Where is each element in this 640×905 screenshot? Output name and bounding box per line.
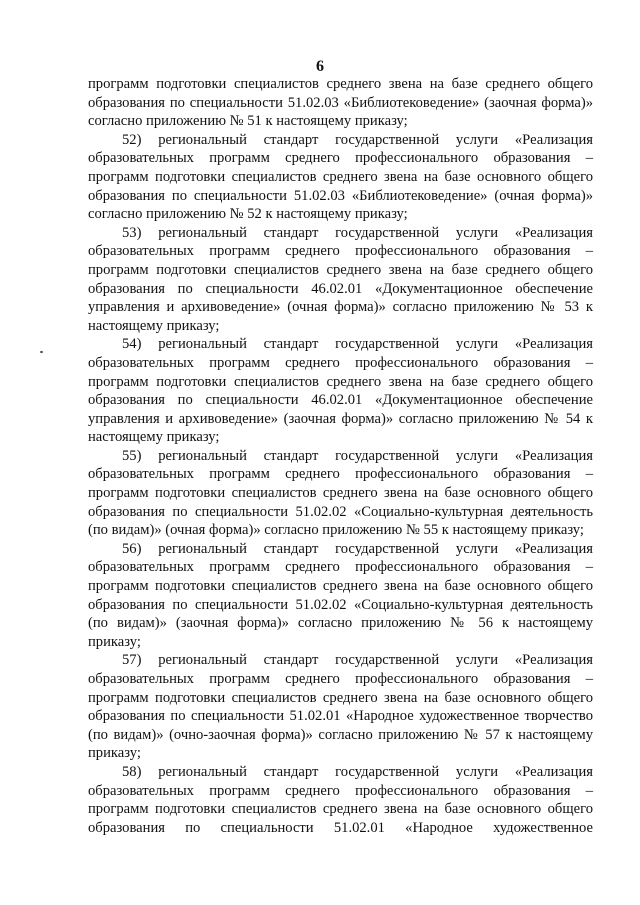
paragraph-53: 53) региональный стандарт государственной услуги «Реализация образовательных программ среднего профессионального образования – программ подготовки специалистов среднего звена на базе среднего общего образования по специальности 46.02.01 «Документационное обеспечение управления и архивоведение» (очная форма)» согласно приложению № 53 к настоящему приказу; (88, 224, 593, 334)
paragraph-51-continued: программ подготовки специалистов среднего звена на базе среднего общего образования по специальности 51.02.03 «Библиотековедение» (заочная форма)» согласно приложению № 51 к настоящему приказу; (88, 76, 593, 130)
paragraph-56: 56) региональный стандарт государственной услуги «Реализация образовательных программ среднего профессионального образования – программ подготовки специалистов среднего звена на базе основного общего образования по специальности 51.02.02 «Социально-культурная деятельность (по видам)» (заочная форма)» согласно приложению № 56 к настоящему приказу; (88, 540, 593, 650)
paragraph-55: 55) региональный стандарт государственной услуги «Реализация образовательных программ среднего профессионального образования – программ подготовки специалистов среднего звена на базе основного общего образования по специальности 51.02.02 «Социально-культурная деятельность (по видам)» (очная форма)» согласно приложению № 55 к настоящему приказу; (88, 447, 593, 539)
paragraph-58: 58) региональный стандарт государственной услуги «Реализация образовательных программ среднего профессионального образования – программ подготовки специалистов среднего звена на базе основного общего образования по специальности 51.02.01 «Народное художественное (88, 763, 593, 836)
paragraph-57: 57) региональный стандарт государственной услуги «Реализация образовательных программ среднего профессионального образования – программ подготовки специалистов среднего звена на базе основного общего образования по специальности 51.02.01 «Народное художественное творчество (по видам)» (очно-заочная форма)» согласно приложению № 57 к настоящему приказу; (88, 652, 593, 762)
document-body (88, 75, 593, 837)
paragraph-54: 54) региональный стандарт государственной услуги «Реализация образовательных программ среднего профессионального образования – программ подготовки специалистов среднего звена на базе среднего общего образования по специальности 46.02.01 «Документационное обеспечение управления и архивоведение» (заочная форма)» согласно приложению № 54 к настоящему приказу; (88, 336, 593, 446)
paragraph-52: 52) региональный стандарт государственной услуги «Реализация образовательных программ среднего профессионального образования – программ подготовки специалистов среднего звена на базе основного общего образования по специальности 51.02.03 «Библиотековедение» (очная форма)» согласно приложению № 52 к настоящему приказу; (88, 131, 593, 223)
page-number: 6 (316, 58, 324, 75)
scan-speck (40, 351, 43, 353)
